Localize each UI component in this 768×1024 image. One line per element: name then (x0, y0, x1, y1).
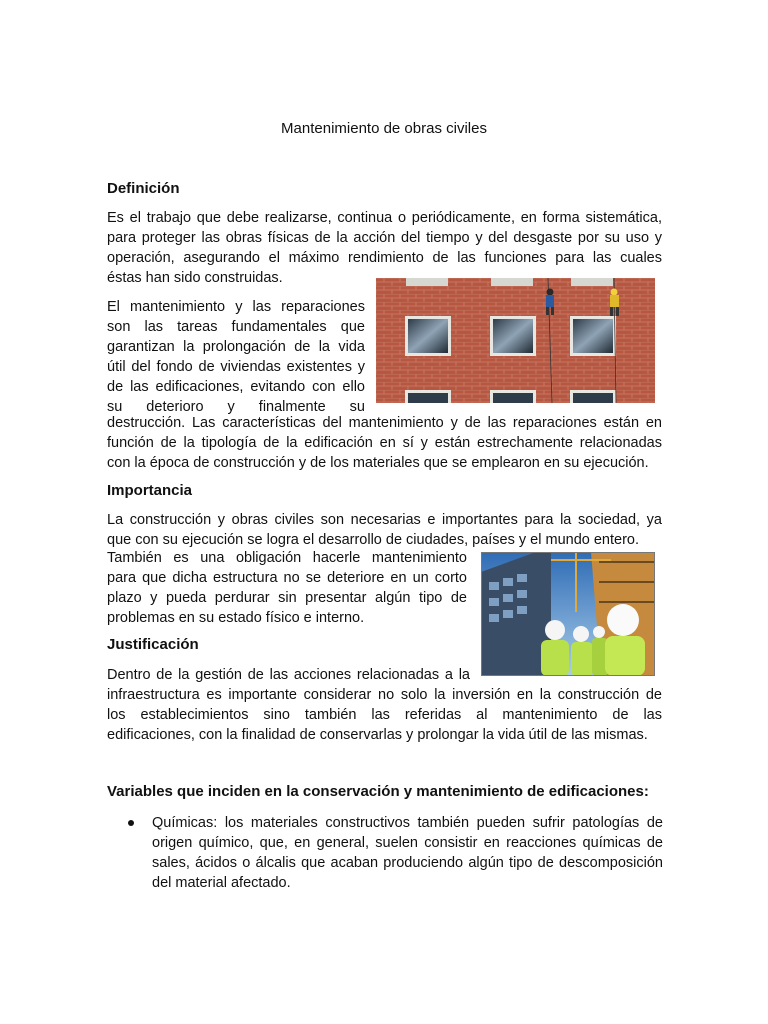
heading-variables: Variables que inciden en la conservación y mantenimiento de edificaciones: (107, 783, 649, 800)
heading-justificacion: Justificación (107, 636, 199, 653)
construction-workers-helmets-photo (481, 552, 655, 676)
text-line: son las tareas fundamentales que (107, 319, 365, 335)
bullet-icon (128, 820, 134, 826)
text-line: del material afectado. (152, 875, 291, 891)
text-line: El mantenimiento y las reparaciones (107, 299, 365, 315)
text-line: para que dicha estructura no se deteriore en un corto (107, 570, 467, 586)
text-line: Dentro de la gestión de las acciones relacionadas a la (107, 667, 470, 683)
text-line: infraestructura es importante considerar no solo la inversión en la construcción de (107, 687, 662, 703)
paragraph-definicion-2-wrapped (107, 297, 365, 417)
text-line: función de la tipología de la edificación en sí y están estrechamente relacionadas (107, 435, 662, 451)
text-line: edificaciones, con la finalidad de conservarlas y prolongar la vida útil de las mismas. (107, 727, 648, 743)
paragraph-justificacion-wrapped (107, 665, 470, 685)
text-line: sales, ácidos o álcalis que acaban produciendo algún tipo de descomposición (152, 855, 663, 871)
text-line: para proteger las obras físicas de la acción del tiempo y del desgaste por su uso y (107, 230, 662, 246)
heading-definicion: Definición (107, 180, 180, 197)
text-line: operación, asegurando el máximo rendimiento de las funciones para las cuales (107, 250, 662, 266)
text-line: éstas han sido construidas. (107, 270, 283, 286)
paragraph-importancia-1 (107, 510, 662, 550)
brick-building-workers-photo (376, 278, 655, 403)
text-line: origen químico, que, en general, suelen consistir en reacciones químicas de (152, 835, 663, 851)
paragraph-importancia-2-wrapped (107, 548, 467, 628)
list-item-text (152, 813, 663, 893)
text-line: Es el trabajo que debe realizarse, continua o periódicamente, en forma sistemática, (107, 210, 662, 226)
text-line: de las edificaciones, evitando con ello (107, 379, 365, 395)
text-line: problemas en su estado físico e interno. (107, 610, 365, 626)
text-line: que con su ejecución se logra el desarrollo de ciudades, países y el mundo entero. (107, 532, 639, 548)
text-line: garantizan la prolongación de la vida (107, 339, 365, 355)
text-line: plazo y pueda perdurar sin presentar algún tipo de (107, 590, 467, 606)
workers-illustration (481, 552, 655, 676)
paragraph-definicion-1 (107, 208, 662, 288)
text-line: La construcción y obras civiles son necesarias e importantes para la sociedad, ya (107, 512, 662, 528)
text-line: También es una obligación hacerle mantenimiento (107, 550, 467, 566)
text-line: su deterioro y finalmente su (107, 399, 365, 415)
text-line: Químicas: los materiales constructivos también pueden sufrir patologías de (152, 815, 663, 831)
text-line: con la época de construcción y de los materiales que se emplearon en su ejecución. (107, 455, 649, 471)
document-title: Mantenimiento de obras civiles (281, 120, 487, 137)
paragraph-definicion-2-full (107, 413, 662, 473)
text-line: destrucción. Las características del mantenimiento y de las reparaciones están en (107, 415, 662, 431)
text-line: los establecimientos sino también las referidas al mantenimiento de las (107, 707, 662, 723)
paragraph-justificacion-full (107, 685, 662, 745)
facade-illustration (376, 278, 655, 403)
text-line: útil del fondo de viviendas existentes y (107, 359, 365, 375)
heading-importancia: Importancia (107, 482, 193, 499)
